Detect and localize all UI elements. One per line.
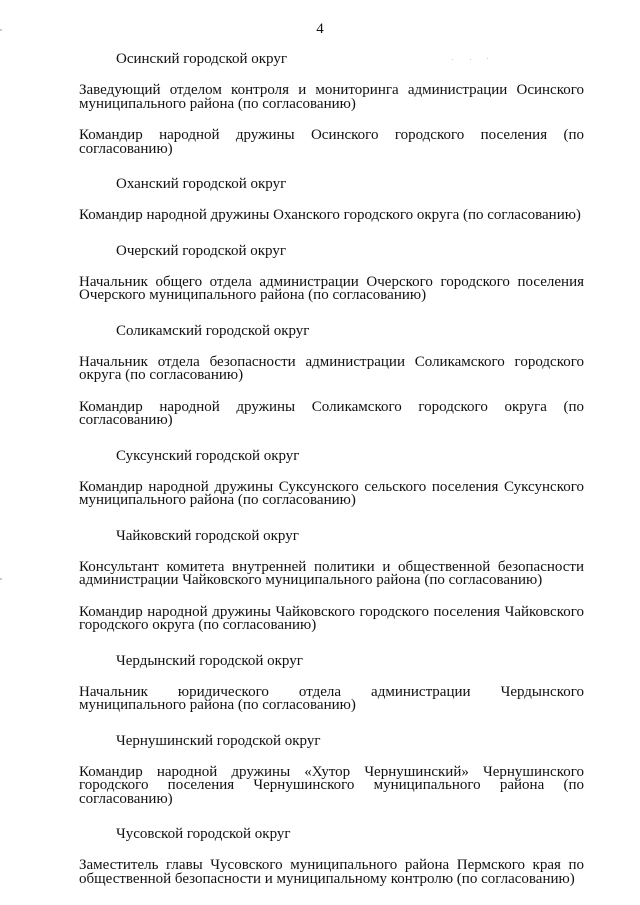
scan-artifact: [0, 578, 2, 580]
section-okhansky: [79, 176, 584, 223]
section-heading: Суксунский городской округ: [116, 447, 300, 464]
section-heading: Чусовской городской округ: [116, 826, 291, 842]
section-heading: Чердынский городской округ: [116, 652, 303, 669]
list-item: Командир народной дружины Осинского городского поселения (по согласованию): [79, 127, 584, 157]
section-osinsky: [79, 51, 584, 156]
list-item: Заместитель главы Чусовского муниципального района Пермского края по общественной безопасности и муниципальному контролю (по согласованию): [79, 857, 584, 887]
section-heading: Оханский городской округ: [116, 176, 287, 192]
section-cherdynsky: [79, 653, 584, 713]
list-item: Консультант комитета внутренней политики и общественной безопасности администрации Чайковского муниципального района (по согласованию): [79, 558, 584, 588]
section-heading: Соликамский городской округ: [116, 322, 310, 339]
section-heading: Осинский городской округ: [116, 51, 287, 67]
section-chernushinsky: [79, 733, 584, 807]
document-content: [79, 51, 584, 904]
page-number: 4: [316, 21, 324, 37]
section-chaikovsky: [79, 528, 584, 633]
list-item: Начальник отдела безопасности администрации Соликамского городского округа (по согласованию): [79, 353, 584, 383]
list-item: Заведующий отделом контроля и мониторинга администрации Осинского муниципального района (по согласованию): [79, 82, 584, 112]
section-heading: Чернушинский городской округ: [116, 732, 321, 749]
list-item: Командир народной дружины Оханского городского округа (по согласованию): [79, 207, 581, 223]
section-solikamsky: [79, 323, 584, 428]
list-item: Командир народной дружины Соликамского городского округа (по согласованию): [79, 398, 584, 428]
list-item: Начальник общего отдела администрации Очерского городского поселения Очерского муниципального района (по согласованию): [79, 273, 584, 303]
section-heading: Очерский городской округ: [116, 242, 286, 259]
section-suksunsky: [79, 448, 584, 508]
list-item: Командир народной дружины Чайковского городского поселения Чайковского городского округа (по согласованию): [79, 603, 584, 633]
section-chusovskoy: [79, 826, 584, 886]
section-ochersky: [79, 243, 584, 303]
list-item: Командир народной дружины Суксунского сельского поселения Суксунского муниципального района (по согласованию): [79, 478, 584, 508]
list-item: Начальник юридического отдела администрации Чердынского муниципального района (по согласованию): [79, 683, 584, 713]
list-item: Командир народной дружины «Хутор Чернушинский» Чернушинского городского поселения Чернушинского муниципального района (по согласованию): [79, 763, 584, 807]
section-heading: Чайковский городской округ: [116, 527, 299, 544]
scan-artifact: [0, 29, 2, 31]
